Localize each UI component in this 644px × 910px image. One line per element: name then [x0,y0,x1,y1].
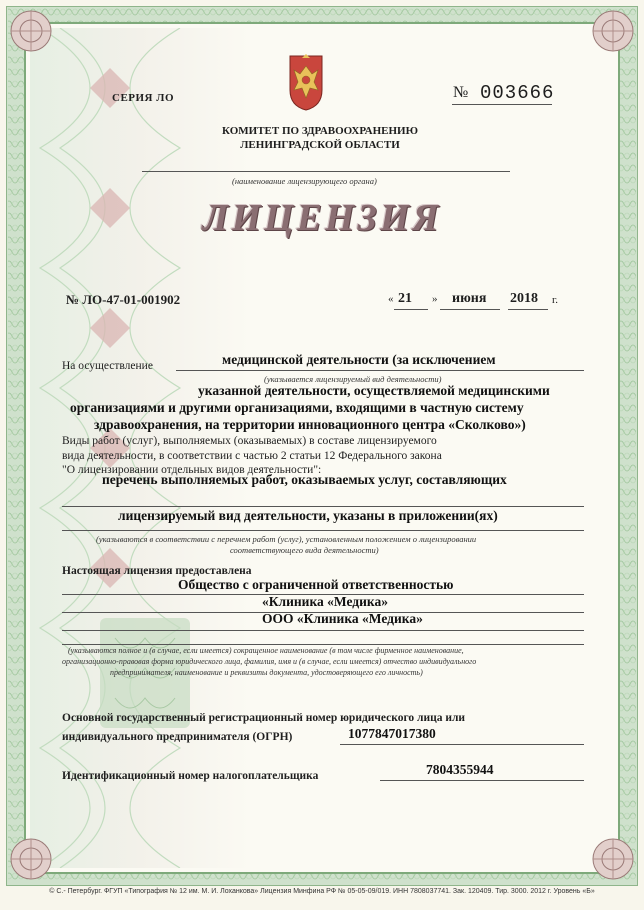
license-number: № ЛО-47-01-001902 [66,292,181,307]
corner-ornament-icon [4,4,58,58]
corner-ornament-icon [586,4,640,58]
inn-underline [380,780,584,781]
authority-line-2: ЛЕНИНГРАДСКОЙ ОБЛАСТИ [240,139,400,151]
date-quote-close: » [432,293,438,305]
license-year: 2018 [510,291,538,306]
works-line-2: лицензируемый вид деятельности, указаны в приложении(ях) [118,508,498,523]
document-title: ЛИЦЕНЗИЯ [202,197,442,239]
activity-line-1: медицинской деятельности (за исключением [222,352,496,367]
activity-label: На осуществление [62,360,153,372]
ogrn-value: 1077847017380 [348,726,436,741]
holder-underline-3 [62,630,584,631]
corner-ornament-icon [586,832,640,886]
works-text-1: Виды работ (услуг), выполняемых (оказываемых) в составе лицензируемого [62,435,437,447]
ogrn-underline [340,744,584,745]
holder-line-2: «Клиника «Медика» [262,594,388,609]
activity-underline-1 [176,370,584,371]
coat-of-arms-icon [288,52,324,112]
works-underline-1 [62,506,584,507]
printer-footer: © С.- Петербург. ФГУП «Типография № 12 им. М. И. Лоханкова» Лицензия Минфина РФ № 05-05-09/019. ИНН 7808037741. Зак. 120409. Тир. 3000. 2012 г. Уровень «Б» [49,888,595,895]
works-caption-1: (указываются в соответствии с перечнем работ (услуг), установленным положением о лицензировании [96,534,477,544]
ogrn-label-1: Основной государственный регистрационный номер юридического лица или [62,712,466,724]
holder-line-1: Общество с ограниченной ответственностью [178,577,454,592]
license-month: июня [452,291,487,306]
works-text-2: вида деятельности, в соответствии с частью 2 статьи 12 Федерального закона [62,450,442,462]
ogrn-label-2: индивидуального предпринимателя (ОГРН) [62,731,293,743]
works-line-1: перечень выполняемых работ, оказываемых услуг, составляющих [102,472,507,487]
holder-caption-3: предпринимателя, наименование и реквизиты документа, удостоверяющего его личность) [110,668,423,677]
holder-label: Настоящая лицензия предоставлена [62,565,252,577]
authority-underline [142,171,510,172]
holder-line-3: ООО «Клиника «Медика» [262,611,423,626]
licensing-authority [180,124,460,152]
number-underline [452,104,552,105]
activity-line-3: организациями и другими организациями, входящими в частную систему [70,400,524,415]
number-sign: № [453,84,469,101]
day-underline [394,309,428,310]
activity-line-4: здравоохранения, на территории инновационного центра «Сколково») [94,417,526,432]
activity-caption: (указывается лицензируемый вид деятельности) [264,374,442,384]
authority-line-1: КОМИТЕТ ПО ЗДРАВООХРАНЕНИЮ [222,125,418,137]
works-text-3: "О лицензировании отдельных видов деятельности": [62,464,322,476]
month-underline [440,309,500,310]
holder-caption-2: организационно-правовая форма юридического лица, фамилия, имя и (в случае, если имеется) отчество индивидуального [62,657,477,666]
holder-caption-1: (указываются полное и (в случае, если имеется) сокращенное наименование (в том числе фирменное наименование, [68,646,464,655]
license-day: 21 [398,291,412,306]
works-caption-2: соответствующего вида деятельности) [230,545,379,555]
year-underline [508,309,548,310]
corner-ornament-icon [4,832,58,886]
form-number: 003666 [480,82,555,104]
activity-line-2: указанной деятельности, осуществляемой медицинскими [198,383,550,398]
inn-value: 7804355944 [426,762,494,777]
license-year-suffix: г. [552,294,559,306]
holder-underline-4 [62,644,584,645]
series-label: СЕРИЯ ЛО [112,92,175,104]
works-underline-2 [62,530,584,531]
inn-label: Идентификационный номер налогоплательщика [62,770,319,782]
date-quote-open: « [388,293,394,305]
authority-caption: (наименование лицензирующего органа) [232,176,377,186]
